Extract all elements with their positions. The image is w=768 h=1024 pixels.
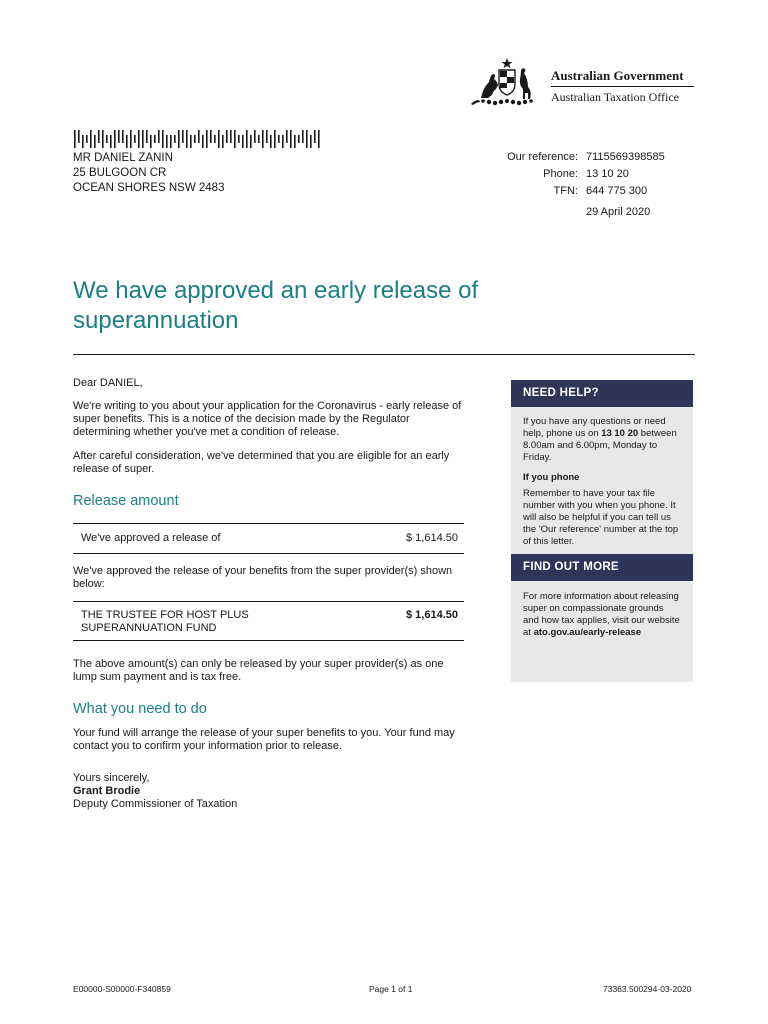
provider-intro-paragraph: We've approved the release of your benefits from the super provider(s) shown below:	[73, 565, 453, 590]
barcode-bar	[310, 135, 312, 148]
barcode-bar	[194, 135, 196, 143]
barcode-bar	[290, 130, 292, 148]
find-out-more-box	[511, 581, 693, 682]
intro-paragraph: We're writing to you about your application for the Coronavirus - early release of super benefits. This is a notice of the decision made by the Regulator determining whether you've met a condition of release.	[73, 400, 462, 438]
gov-title: Australian Government	[551, 68, 684, 83]
barcode-bar	[170, 135, 172, 148]
barcode-bar	[258, 135, 260, 143]
barcode-bar	[134, 135, 136, 143]
barcode-bar	[230, 130, 232, 143]
barcode-bar	[318, 130, 320, 148]
barcode-bar	[222, 135, 224, 148]
barcode-bar	[178, 130, 180, 148]
barcode-bar	[126, 135, 128, 148]
reference-block	[470, 149, 665, 221]
barcode-bar	[118, 130, 120, 143]
reference-row	[470, 149, 665, 166]
barcode-bar	[218, 130, 220, 148]
barcode-bar	[110, 135, 112, 148]
barcode-bar	[150, 135, 152, 148]
barcode-bar	[158, 130, 160, 143]
signer-name: Grant Brodie	[73, 785, 141, 797]
barcode-bar	[294, 135, 296, 148]
phone-row	[470, 166, 665, 183]
fund-arrange-paragraph: Your fund will arrange the release of your super benefits to you. Your fund may contact you to confirm your information prior to release.	[73, 727, 455, 752]
barcode-bar	[314, 130, 316, 143]
barcode-bar	[122, 130, 124, 143]
recipient-name: MR DANIEL ZANIN	[73, 152, 173, 164]
barcode-bar	[206, 130, 208, 148]
barcode-bar	[214, 135, 216, 143]
barcode-bar	[78, 130, 80, 143]
title-divider	[73, 354, 695, 355]
barcode-bar	[198, 130, 200, 143]
salutation: Dear DANIEL,	[73, 377, 143, 389]
if-you-phone-text: Remember to have your tax file number with you when you phone. It will also be helpful if you can tell us the 'Our reference' number at the top of this letter.	[523, 488, 679, 547]
barcode-bar	[306, 130, 308, 148]
tfn-value: 644 775 300	[586, 185, 648, 197]
barcode-bar	[102, 130, 104, 148]
barcode-bar	[262, 130, 264, 148]
barcode-bar	[250, 135, 252, 148]
provider-amount: $ 1,614.50	[406, 609, 458, 621]
barcode-bar	[166, 135, 168, 148]
eligibility-paragraph: After careful consideration, we've determined that you are eligible for an early release of super.	[73, 450, 450, 475]
barcode-bar	[246, 130, 248, 148]
barcode-bar	[302, 130, 304, 143]
need-help-heading: NEED HELP?	[511, 380, 693, 407]
barcode-bar	[282, 135, 284, 148]
barcode-bar	[138, 130, 140, 148]
barcode-bar	[234, 130, 236, 148]
recipient-address	[73, 151, 224, 196]
barcode-bar	[174, 135, 176, 143]
barcode-bar	[82, 135, 84, 148]
barcode-bar	[114, 130, 116, 148]
barcode-bar	[266, 130, 268, 143]
tax-free-paragraph: The above amount(s) can only be released by your super provider(s) as one lump sum payment and is tax free.	[73, 658, 444, 683]
coat-of-arms-logo	[469, 56, 545, 106]
reference-label: Our reference:	[507, 151, 578, 163]
page-title: We have approved an early release of superannuation	[73, 277, 479, 334]
barcode-bar	[142, 130, 144, 148]
recipient-locality: OCEAN SHORES NSW 2483	[73, 182, 225, 194]
phone-label: Phone:	[543, 168, 578, 180]
release-amount-heading: Release amount	[73, 493, 179, 509]
barcode-bar	[146, 130, 148, 143]
help-sidebar	[511, 380, 693, 682]
find-out-more-heading: FIND OUT MORE	[511, 554, 693, 581]
barcode-bar	[286, 130, 288, 143]
website-link[interactable]: ato.gov.au/early-release	[533, 627, 642, 638]
barcode-bar	[226, 130, 228, 143]
provider-name: THE TRUSTEE FOR HOST PLUS SUPERANNUATION FUND	[81, 609, 249, 634]
barcode-bar	[98, 130, 100, 143]
barcode-bar	[74, 130, 76, 148]
barcode-bar	[186, 130, 188, 148]
help-text: If you have any questions or need help, phone us on 13 10 20 between 8.00am and 6.00pm, Monday to Friday.	[523, 416, 677, 463]
gov-subtitle: Australian Taxation Office	[551, 90, 680, 104]
need-help-box	[511, 407, 693, 554]
signature-block	[73, 772, 237, 811]
barcode-bar	[254, 130, 256, 143]
footer-form-code: 73363.500294-03-2020	[603, 984, 692, 994]
barcode-bar	[182, 130, 184, 143]
approved-amount: $ 1,614.50	[406, 532, 458, 544]
what-you-need-heading: What you need to do	[73, 701, 207, 717]
find-out-more-text: For more information about releasing super on compassionate grounds and how tax applies, visit our website at	[523, 591, 680, 638]
reference-value: 7115569398585	[586, 151, 665, 163]
tfn-row	[470, 183, 665, 200]
barcode-bar	[130, 130, 132, 148]
barcode-bar	[298, 135, 300, 143]
footer-document-code: E00000-S00000-F340859	[73, 984, 171, 994]
barcode-bar	[238, 135, 240, 143]
phone-value: 13 10 20	[586, 168, 629, 180]
approved-amount-table	[73, 523, 464, 554]
barcode-bar	[190, 135, 192, 148]
barcode-bar	[106, 135, 108, 143]
footer-page-number: Page 1 of 1	[369, 984, 413, 994]
tfn-label: TFN:	[553, 185, 578, 197]
gov-divider	[551, 86, 694, 87]
barcode-bar	[274, 130, 276, 148]
barcode-bar	[278, 135, 280, 143]
barcode-bar	[94, 135, 96, 148]
barcode-bar	[90, 130, 92, 148]
barcode-bar	[154, 135, 156, 143]
approved-label: We've approved a release of	[81, 532, 221, 544]
postal-barcode	[73, 130, 323, 148]
barcode-bar	[202, 135, 204, 148]
help-phone: 13 10 20	[601, 428, 639, 439]
barcode-bar	[86, 135, 88, 143]
barcode-bar	[242, 135, 244, 148]
provider-table	[73, 601, 464, 641]
barcode-bar	[162, 130, 164, 148]
closing-line: Yours sincerely,	[73, 772, 150, 784]
recipient-street: 25 BULGOON CR	[73, 167, 167, 179]
barcode-bar	[210, 130, 212, 143]
if-you-phone-heading: If you phone	[523, 472, 580, 483]
letter-date: 29 April 2020	[586, 206, 651, 218]
barcode-bar	[270, 135, 272, 148]
signer-title: Deputy Commissioner of Taxation	[73, 798, 238, 810]
